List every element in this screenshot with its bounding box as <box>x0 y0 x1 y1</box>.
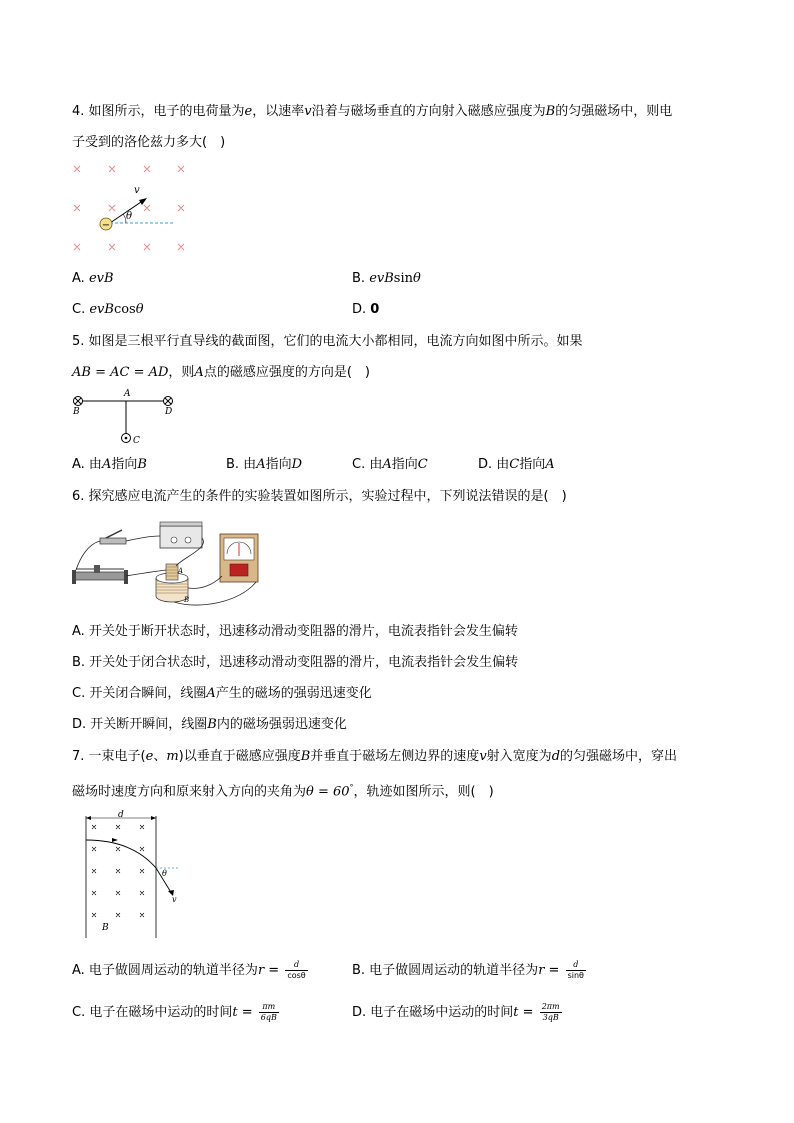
q7-label-v: v <box>172 895 177 904</box>
q5-stem-line1: 5. 如图是三根平行直导线的截面图，它们的电流大小都相同，电流方向如图中所示。如果 <box>72 334 583 349</box>
q4-option-c[interactable]: C. evBcosθ <box>72 302 144 317</box>
q5-stem-line2: AB = AC = AD，则A点的磁感应强度的方向是( ) <box>72 365 370 380</box>
q6-option-c[interactable]: C. 开关闭合瞬间，线圈A产生的磁场的强弱迅速变化 <box>72 686 372 701</box>
q4-label-v: v <box>134 185 140 196</box>
q7-figure-trajectory <box>82 810 192 940</box>
q4-stem-line1: 4. 如图所示，电子的电荷量为e，以速率v沿着与磁场垂直的方向射入磁感应强度为B的匀强磁场中，则电 <box>72 104 673 119</box>
power-supply-icon <box>160 522 202 548</box>
q5-label-b: B <box>73 407 80 417</box>
q6-label-a: A <box>178 567 184 575</box>
q7-label-b: B <box>102 923 109 933</box>
q4-stem-line2: 子受到的洛伦兹力多大( ) <box>72 135 226 150</box>
q7-option-d[interactable]: D. 电子在磁场中运动的时间t = $\frac{2\pi m}{3qB}$ <box>352 1002 560 1022</box>
q5-label-c: C <box>133 436 140 446</box>
q5-label-d: D <box>165 407 173 417</box>
q6-label-b: B <box>184 596 190 604</box>
q7-label-theta: θ <box>162 869 167 878</box>
q6-stem: 6. 探究感应电流产生的条件的实验装置如图所示，实验过程中，下列说法错误的是( ) <box>72 489 567 504</box>
q5-option-a[interactable]: A. 由A指向B <box>72 457 147 472</box>
q4-option-a[interactable]: A. evB <box>72 271 114 286</box>
q4-option-d[interactable]: D. 0 <box>352 302 380 317</box>
q7-label-d: d <box>118 810 124 820</box>
q4-charge-sign: − <box>101 220 111 231</box>
q4-label-theta: θ <box>126 211 133 222</box>
q7-stem-line2: 磁场时速度方向和原来射入方向的夹角为θ = 60°，轨迹如图所示，则( ) <box>72 783 494 800</box>
q6-figure-apparatus <box>70 518 270 610</box>
q6-option-a[interactable]: A. 开关处于断开状态时，迅速移动滑动变阻器的滑片，电流表指针会发生偏转 <box>72 624 518 639</box>
q5-option-d[interactable]: D. 由C指向A <box>478 457 555 472</box>
rheostat-icon <box>72 565 128 584</box>
q4-figure-magnetic-field <box>68 160 198 260</box>
galvanometer-icon <box>220 534 258 582</box>
q7-option-c[interactable]: C. 电子在磁场中运动的时间t = $\frac{\pi m}{6qB}$ <box>72 1002 277 1022</box>
q7-option-b[interactable]: B. 电子做圆周运动的轨道半径为r = $\frac{d}{\sin\theta}$ <box>352 960 584 980</box>
q5-label-a: A <box>124 389 131 399</box>
q7-stem-line1: 7. 一束电子(e、m)以垂直于磁感应强度B并垂直于磁场左侧边界的速度v射入宽度为d的匀强磁场中，穿出 <box>72 749 678 764</box>
q6-option-b[interactable]: B. 开关处于闭合状态时，迅速移动滑动变阻器的滑片，电流表指针会发生偏转 <box>72 655 519 670</box>
q4-option-b[interactable]: B. evBsinθ <box>352 271 421 286</box>
q7-option-a[interactable]: A. 电子做圆周运动的轨道半径为r = $\frac{d}{\cos\theta}$ <box>72 960 306 980</box>
switch-icon <box>100 530 126 544</box>
q5-option-b[interactable]: B. 由A指向D <box>226 457 303 472</box>
q5-figure-wires <box>68 386 188 448</box>
q6-option-d[interactable]: D. 开关断开瞬间，线圈B内的磁场强弱迅速变化 <box>72 717 347 732</box>
q5-option-c[interactable]: C. 由A指向C <box>352 457 428 472</box>
